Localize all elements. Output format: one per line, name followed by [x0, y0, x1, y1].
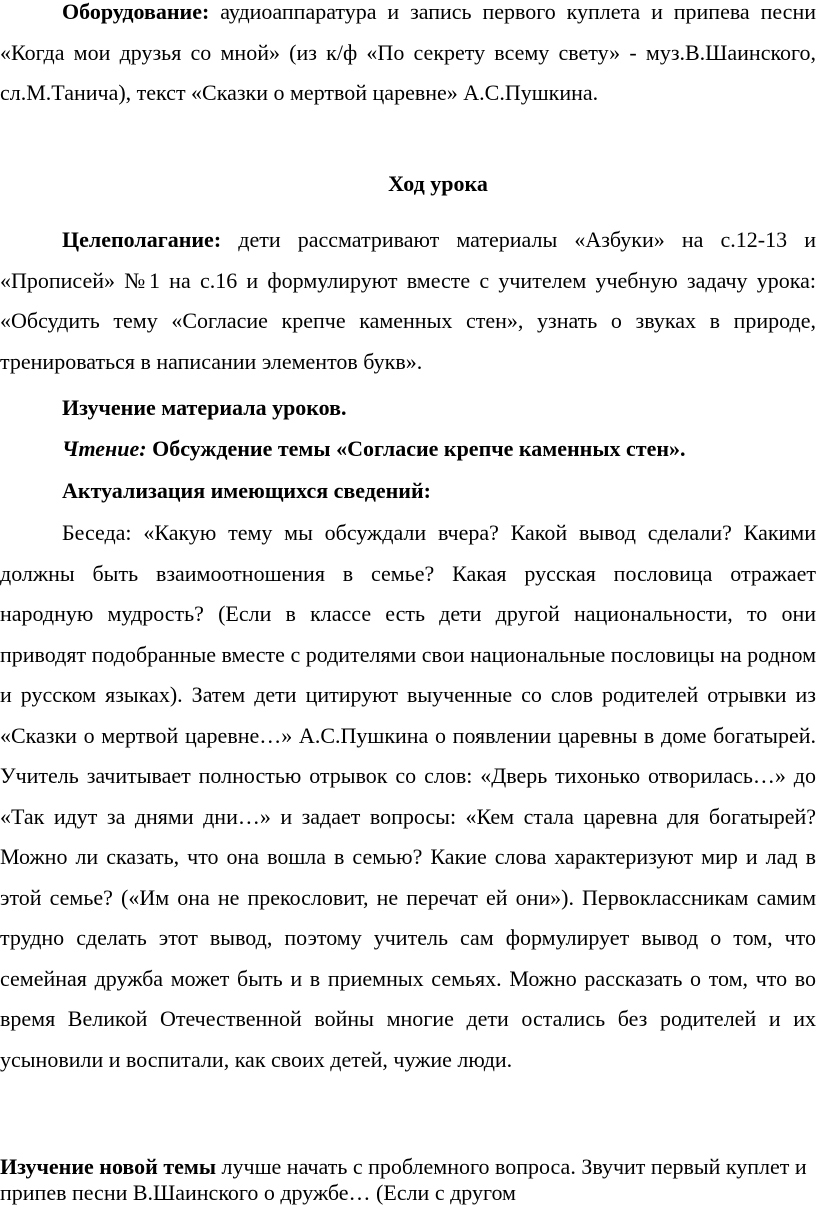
study-heading: Изучение материала уроков.	[62, 395, 347, 420]
goal-label: Целеполагание:	[62, 227, 222, 252]
reading-label: Чтение:	[62, 436, 147, 461]
equipment-text: аудиоаппаратура и запись первого куплета и припева песни «Когда мои друзья со мной» (из к/ф «По секрету всему свету» - муз.В.Шаинского, сл.М.Танича), текст «Сказки о мертвой царевне» А.С.Пушкина.	[0, 0, 816, 105]
reading-text: Обсуждение темы «Согласие крепче каменных стен».	[146, 436, 686, 461]
lesson-heading: Ход урока	[388, 171, 488, 196]
actualization-heading: Актуализация имеющихся сведений:	[62, 478, 431, 503]
goal-paragraph	[0, 220, 816, 382]
new-topic-text: лучше начать с проблемного вопроса. Звучит первый куплет и припев песни В.Шаинского о дружбе… (Если с другом	[0, 1154, 807, 1205]
new-topic-label: Изучение новой темы	[0, 1154, 217, 1179]
new-topic-paragraph	[0, 1154, 816, 1206]
equipment-label: Оборудование:	[62, 0, 210, 24]
equipment-paragraph	[0, 0, 816, 114]
conversation-paragraph: Беседа: «Какую тему мы обсуждали вчера? Какой вывод сделали? Какими должны быть взаимоотношения в семье? Какая русская пословица отражает народную мудрость? (Если в классе есть дети другой национальности, то они приводят подобранные вместе с родителями свои национальные пословицы на родном и русском языках). Затем дети цитируют выученные со слов родителей отрывки из «Сказки о мертвой царевне…» А.С.Пушкина о появлении царевны в доме богатырей. Учитель зачитывает полностью отрывок со слов: «Дверь тихонько отворилась…» до «Так идут за днями дни…» и задает вопросы: «Кем стала царевна для богатырей? Можно ли сказать, что она вошла в семью? Какие слова характеризуют мир и лад в этой семье? («Им она не прекословит, не перечат ей они»). Первоклассникам самим трудно сделать этот вывод, поэтому учитель сам формулирует вывод о том, что семейная дружба может быть и в приемных семьях. Можно рассказать о том, что во время Великой Отечественной войны многие дети остались без родителей и их усыновили и воспитали, как своих детей, чужие люди.	[0, 520, 816, 1072]
goal-text: дети рассматривают материалы «Азбуки» на с.12-13 и «Прописей» №1 на с.16 и формулируют вместе с учителем учебную задачу урока: «Обсудить тему «Согласие крепче каменных стен», узнать о звуках в природе, тренироваться в написании элементов букв».	[0, 227, 816, 374]
reading-line	[62, 429, 816, 470]
